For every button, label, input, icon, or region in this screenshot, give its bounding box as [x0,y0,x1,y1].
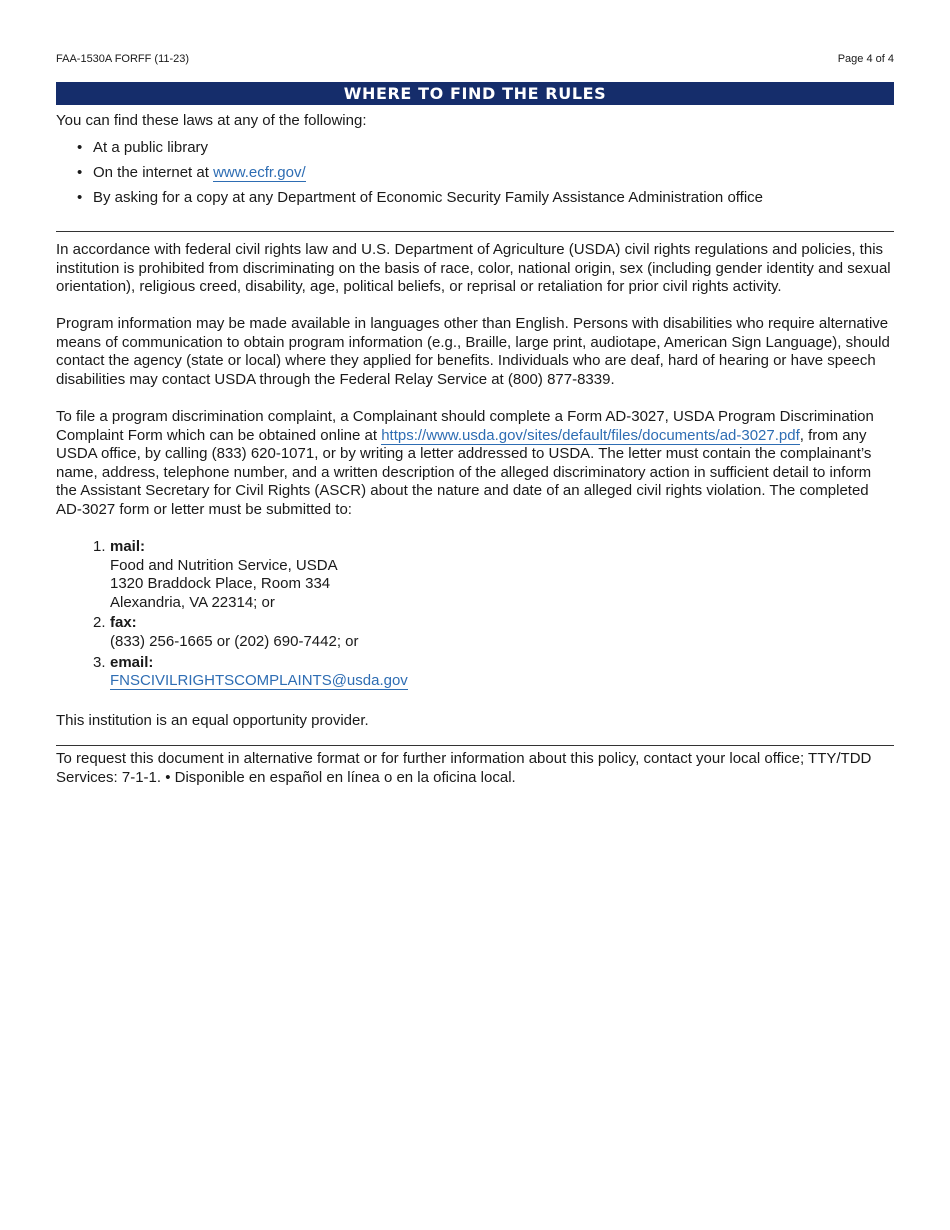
complaint-text-suffix: , from any USDA office, by calling (833) 620-1071, or by writing a letter addressed to USDA. The letter must contain the complainant’s name, address, telephone number, and a written description of the alleged discriminatory action in sufficient detail to inform the Assistant Secretary for Civil Rights (ASCR) about the nature and date of an alleged civil rights violation. The completed AD-3027 form or letter must be submitted to: [56,426,872,518]
section-title: WHERE TO FIND THE RULES [56,82,894,105]
complaint-instructions [56,408,894,520]
complaint-text-prefix: To file a program discrimination complaint, a Complainant should complete a Form AD-3027, USDA Program Discrimination Complaint Form which can be obtained online at [56,408,874,444]
rules-intro: You can find these laws at any of the following: [56,112,367,129]
list-number: 1. [93,538,106,555]
ecfr-link[interactable]: www.ecfr.gov/ [213,164,306,181]
page-number: Page 4 of 4 [837,53,894,65]
bullet-icon: • [77,139,83,156]
form-id: FAA-1530A FORFF (11-23) [56,53,190,65]
submit-method-email [56,654,856,691]
method-label: mail: [110,538,146,555]
list-item-text: On the internet at [93,164,214,181]
bullet-icon: • [77,164,83,181]
submit-method-mail [56,538,856,612]
list-item [56,139,763,164]
rules-locations-list [56,139,763,214]
divider [56,231,894,232]
mail-address-line: Food and Nutrition Service, USDA [110,556,338,574]
complaints-email-link[interactable]: FNSCIVILRIGHTSCOMPLAINTS@usda.gov [110,672,408,690]
bullet-icon: • [77,189,83,206]
list-item-text: By asking for a copy at any Department of Economic Security Family Assistance Administration office [93,189,764,206]
alternative-format-note: To request this document in alternative format or for further information about this policy, contact your local office; TTY/TDD Services: 7-1-1. • Disponible en español en línea o en la oficina local. [56,750,872,786]
equal-opportunity-statement: This institution is an equal opportunity provider. [56,712,369,729]
mail-address-line: 1320 Braddock Place, Room 334 [110,575,331,593]
nondiscrimination-statement: In accordance with federal civil rights law and U.S. Department of Agriculture (USDA) civil rights regulations and policies, this institution is prohibited from discriminating on the basis of race, color, national origin, sex (including gender identity and sexual orientation), religious creed, disability, age, political beliefs, or reprisal or retaliation for prior civil rights activity. [56,241,891,296]
submit-method-fax [56,614,856,651]
list-item [56,189,763,214]
language-accessibility-statement: Program information may be made available in languages other than English. Persons with disabilities who require alternative means of communication to obtain program information (e.g., Braille, large print, audiotape, American Sign Language), should contact the agency (state or local) where they applied for benefits. Individuals who are deaf, hard of hearing or have speech disabilities may contact USDA through the Federal Relay Service at (800) 877-8339. [56,315,890,388]
list-item-text: At a public library [93,139,209,156]
fax-numbers: (833) 256-1665 or (202) 690-7442; or [110,632,359,650]
divider [56,745,894,746]
submission-methods-list [56,538,856,691]
method-label: fax: [110,614,137,632]
list-item [56,164,763,189]
list-number: 3. [93,653,106,671]
method-label: email: [110,653,154,671]
mail-address-line: Alexandria, VA 22314; or [110,593,275,611]
ad-3027-form-link[interactable]: https://www.usda.gov/sites/default/files/documents/ad-3027.pdf [381,426,800,444]
list-number: 2. [93,614,106,632]
